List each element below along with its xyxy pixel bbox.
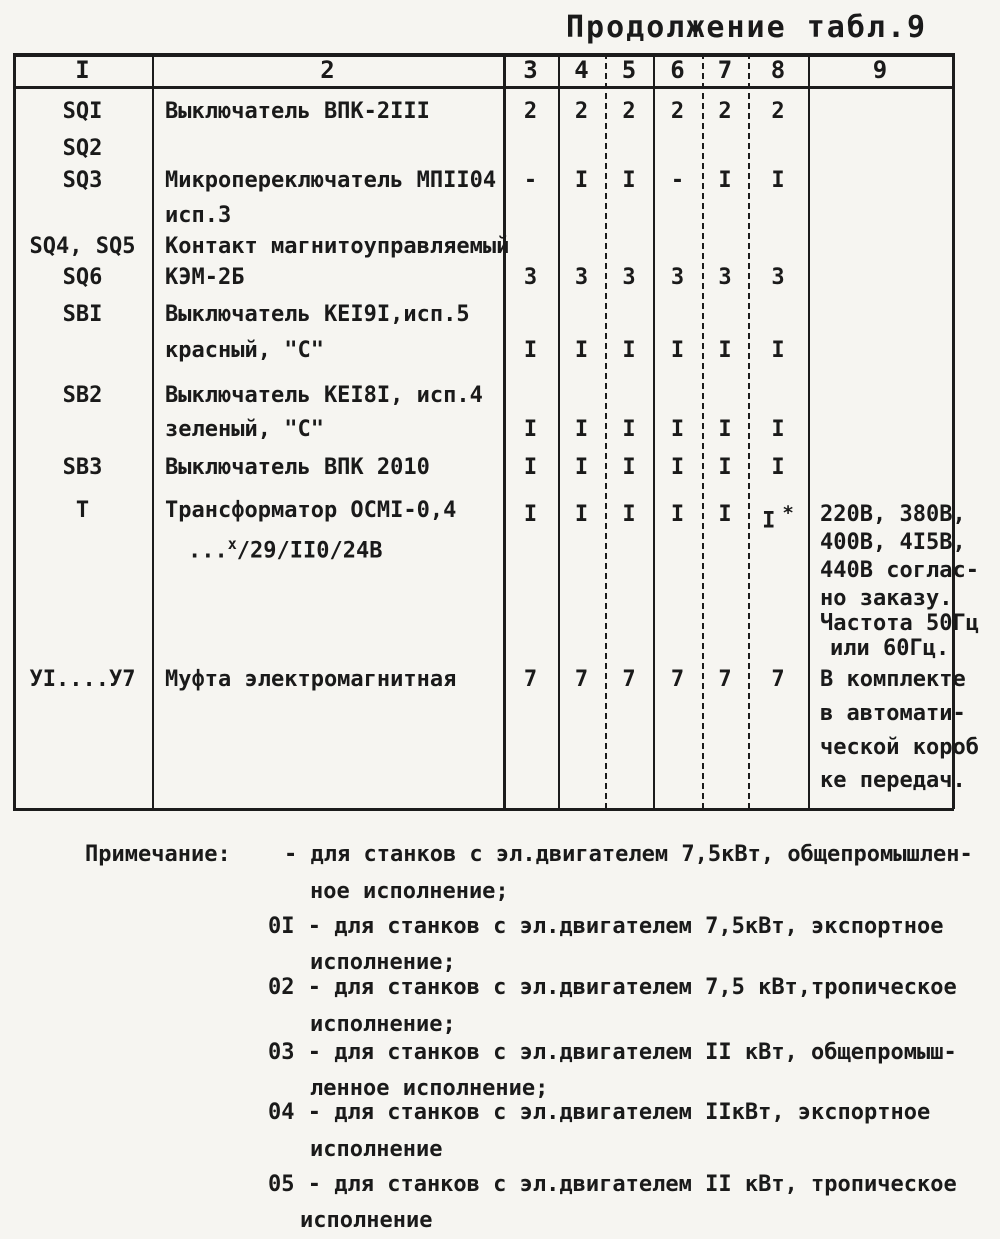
table-header-underline [13, 86, 954, 89]
cell-value: I [574, 417, 589, 442]
col-header-2: 2 [320, 56, 335, 84]
col-header-8: 8 [770, 56, 786, 84]
row-desc: Микропереключатель МПII04 [165, 168, 497, 193]
cell-value: 2 [670, 99, 685, 124]
note-line: исполнение [310, 1137, 443, 1162]
cell-value: 3 [718, 265, 732, 290]
row-label: SQ6 [62, 265, 103, 290]
table-border-left [13, 53, 16, 809]
cell-value: I [771, 417, 785, 442]
note-line: исполнение; [310, 950, 456, 975]
row-label: SBI [62, 302, 103, 327]
cell-value: I [718, 455, 732, 480]
cell-note-line: ческой короб [820, 735, 979, 760]
cell-value: I [574, 455, 589, 480]
cell-note-line: или 60Гц. [830, 636, 950, 661]
row-desc: Трансформатор ОСМI-0,4 [165, 498, 457, 523]
row-desc: красный, "С" [165, 338, 324, 363]
cell-value: I [771, 455, 785, 480]
note-line: 0I - для станков с эл.двигателем 7,5кВт, экспортное [268, 914, 944, 939]
cell-value: I [523, 338, 538, 363]
cell-value: 3 [523, 265, 538, 290]
cell-value: I [718, 338, 732, 363]
cell-note-line: 440В соглас- [820, 558, 979, 583]
cell-note-line: Частота 50Гц [820, 611, 979, 636]
cell-note-line: ке передач. [820, 768, 966, 793]
cell-value: 2 [574, 99, 589, 124]
col-header-9: 9 [872, 56, 888, 84]
table-border-right [952, 53, 955, 809]
row-desc: зеленый, "С" [165, 417, 324, 442]
cell-value: - [670, 168, 685, 193]
cell-value: I [670, 455, 685, 480]
cell-value: I [718, 417, 732, 442]
table-border-bottom [13, 808, 954, 811]
row-desc: КЭМ-2Б [165, 265, 245, 290]
cell-value: I [771, 168, 785, 193]
table-grid-line-1-2 [152, 53, 154, 809]
cell-note-line: в автомати- [820, 701, 966, 726]
table-grid-line-8-9 [808, 53, 810, 809]
cell-value: I [622, 338, 636, 363]
page-title: Продолжение табл.9 [566, 10, 928, 45]
formula-rest: /29/II0/24В [236, 538, 383, 564]
row-desc: Выключатель КЕI9I,исп.5 [165, 302, 470, 327]
row-label: SQ3 [62, 168, 103, 193]
row-desc: Выключатель ВПК 2010 [165, 455, 430, 480]
col-header-5: 5 [621, 56, 637, 84]
note-line: исполнение; [310, 1012, 456, 1037]
col-header-4: 4 [574, 56, 589, 84]
cell-note-line: 220В, 380В, [820, 502, 966, 527]
cell-value: 7 [523, 667, 538, 692]
note-line: исполнение [300, 1208, 433, 1233]
cell-value: 2 [523, 99, 538, 124]
col-header-6: 6 [670, 56, 685, 84]
cell-value: I [574, 168, 589, 193]
cell-value: 3 [574, 265, 589, 290]
note-line: 02 - для станков с эл.двигателем 7,5 кВт,тропическое [268, 975, 957, 1000]
row-desc: Выключатель КЕI8I, исп.4 [165, 383, 483, 408]
cell-value: 7 [574, 667, 589, 692]
cell-value: I [523, 417, 538, 442]
row-label: SB3 [62, 455, 103, 480]
cell-value: I [574, 338, 589, 363]
cell-value: I [771, 338, 785, 363]
cell-value: I [622, 168, 636, 193]
col-header-7: 7 [717, 56, 733, 84]
cell-value: I [718, 502, 732, 527]
row-label: SB2 [62, 383, 103, 408]
cell-value: I [523, 455, 538, 480]
cell-value: 3 [622, 265, 636, 290]
cell-value: I [574, 502, 589, 527]
note-line: ленное исполнение; [310, 1076, 549, 1101]
cell-value: I [622, 455, 636, 480]
cell-value: I [622, 417, 636, 442]
cell-note-line: 400В, 4I5В, [820, 530, 966, 555]
row-desc: Выключатель ВПК-2III [165, 99, 430, 124]
cell-value: I [670, 417, 685, 442]
row-label: SQI [62, 99, 103, 124]
note-line: - для станков с эл.двигателем 7,5кВт, общепромышлен- [284, 842, 973, 867]
cell-value: 7 [771, 667, 785, 692]
note-line: 03 - для станков с эл.двигателем II кВт, общепромыш- [268, 1040, 957, 1065]
row-desc: Муфта электромагнитная [165, 667, 457, 692]
row-label: SQ2 [62, 136, 103, 161]
cell-value: 7 [622, 667, 636, 692]
note-line: ное исполнение; [310, 879, 509, 904]
row-desc: Контакт магнитоуправляемый [165, 234, 510, 259]
cell-value: 2 [771, 99, 785, 124]
col-header-3: 3 [523, 56, 538, 84]
cell-value: 7 [718, 667, 732, 692]
note-line: 04 - для станков с эл.двигателем IIкВт, экспортное [268, 1100, 931, 1125]
note-line: 05 - для станков с эл.двигателем II кВт, тропическое [268, 1172, 957, 1197]
cell-value: 3 [771, 265, 785, 290]
row-label: SQ4, SQ5 [29, 234, 136, 259]
row-desc: исп.3 [165, 203, 232, 228]
row-label: Т [75, 498, 90, 523]
cell-value: - [523, 168, 538, 193]
cell-value: 3 [670, 265, 685, 290]
formula-superscript: х [227, 535, 237, 553]
footnote-asterisk: * [782, 502, 794, 524]
cell-note-line: но заказу. [820, 586, 953, 611]
cell-note-line: В комплекте [820, 667, 966, 692]
cell-value: 2 [622, 99, 636, 124]
formula-prefix: ... [188, 538, 228, 564]
cell-value: I [523, 502, 538, 527]
cell-value: I [718, 168, 732, 193]
cell-value: 7 [670, 667, 685, 692]
cell-value: 2 [718, 99, 732, 124]
cell-value: I [670, 502, 685, 527]
cell-value: I [622, 502, 636, 527]
cell-value: I [670, 338, 685, 363]
row-label: УI....У7 [29, 667, 136, 692]
cell-value: I [762, 508, 776, 534]
notes-label: Примечание: [85, 842, 231, 867]
cell-value-with-footnote [750, 503, 806, 534]
col-header-1: I [75, 56, 90, 84]
row-desc-formula [188, 536, 382, 564]
